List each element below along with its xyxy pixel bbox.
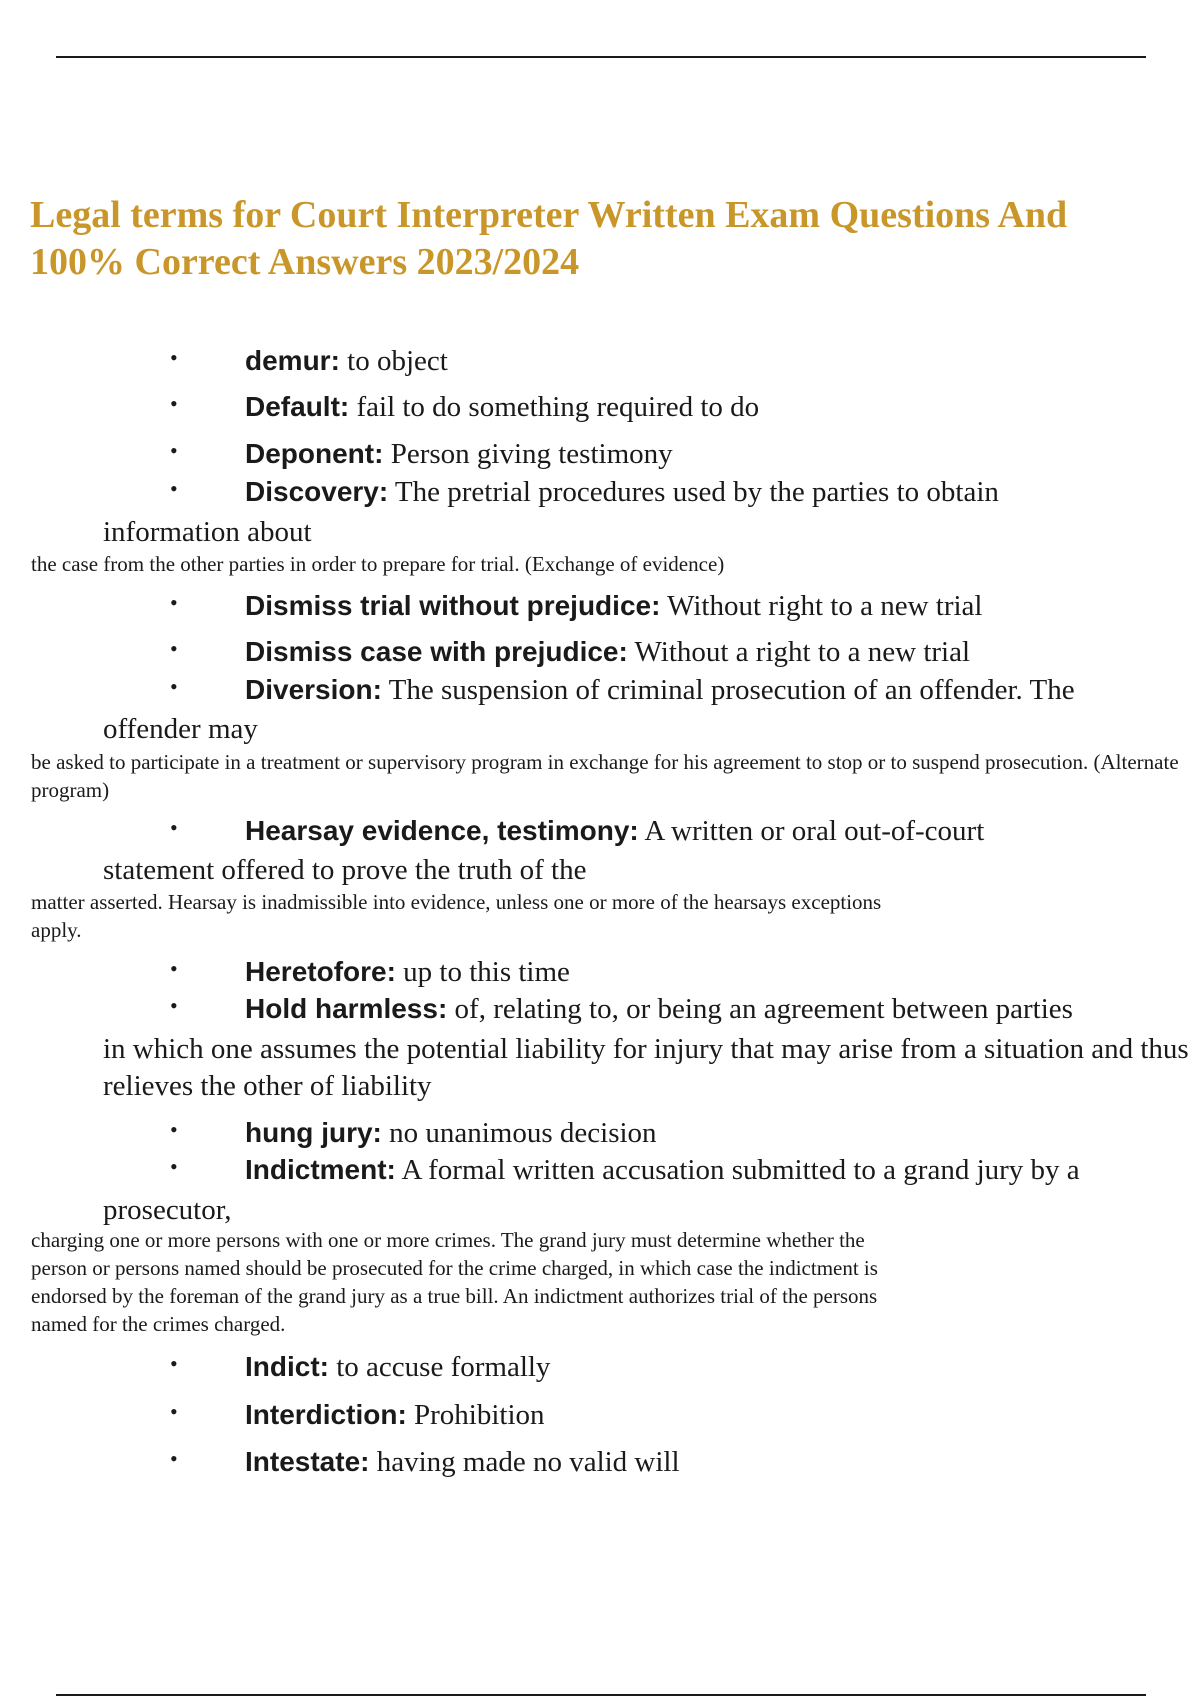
document-title: Legal terms for Court Interpreter Written Exam Questions And 100% Correct Answers 2023/2024 (30, 194, 1068, 283)
bullet: • (170, 1154, 178, 1179)
bullet: • (170, 391, 178, 416)
definition: no unanimous decision (389, 1117, 657, 1149)
continuation-text: statement offered to prove the truth of the (103, 854, 587, 886)
note-text: the case from the other parties in order to prepare for trial. (Exchange of evidence) (31, 552, 725, 576)
item-text (245, 438, 1186, 471)
term: Deponent: (245, 438, 384, 469)
term: Dismiss case with prejudice: (245, 636, 628, 667)
item-text (245, 345, 1186, 378)
bullet: • (170, 636, 178, 661)
definition: to object (347, 345, 448, 377)
definition: A formal written accusation submitted to a grand jury by a (401, 1154, 1080, 1186)
note-text: be asked to participate in a treatment or supervisory program in exchange for his agreement to stop or to suspend prosecution. (Alternate program) (31, 750, 1179, 802)
bullet: • (170, 476, 178, 501)
continuation-text: prosecutor, (103, 1194, 232, 1226)
term: Intestate: (245, 1446, 370, 1477)
bottom-rule (56, 1694, 1146, 1696)
item-text (245, 391, 1186, 424)
continuation-text: in which one assumes the potential liability for injury that may arise from a situation and thus relieves the other of liability (103, 1033, 1189, 1102)
definition: The pretrial procedures used by the parties to obtain (394, 476, 999, 508)
note-text: matter asserted. Hearsay is inadmissible into evidence, unless one or more of the hearsays exceptions apply. (31, 890, 882, 942)
definition: having made no valid will (376, 1446, 680, 1478)
item-text (245, 1399, 1186, 1432)
term: Dismiss trial without prejudice: (245, 590, 661, 621)
item-text (245, 993, 1186, 1026)
item-text (245, 590, 1186, 623)
bullet: • (170, 438, 178, 463)
bullet: • (170, 1399, 178, 1424)
term: hung jury: (245, 1117, 382, 1148)
item-text (245, 1351, 1186, 1384)
definition: A written or oral out-of-court (644, 815, 985, 847)
top-rule (56, 56, 1146, 58)
term: Default: (245, 391, 350, 422)
item-text (245, 1154, 1186, 1187)
item-text (245, 1446, 1186, 1479)
term: Hold harmless: (245, 993, 448, 1024)
bullet: • (170, 1446, 178, 1471)
bullet: • (170, 674, 178, 699)
bullet: • (170, 956, 178, 981)
term: Diversion: (245, 674, 382, 705)
bullet: • (170, 1351, 178, 1376)
term: Indictment: (245, 1154, 396, 1185)
term: demur: (245, 345, 340, 376)
continuation-text: offender may (103, 713, 258, 745)
item-text (245, 1117, 1186, 1150)
item-text (245, 674, 1186, 707)
definition: Without a right to a new trial (634, 636, 971, 668)
definition: fail to do something required to do (356, 391, 760, 423)
definition: of, relating to, or being an agreement between parties (454, 993, 1073, 1025)
item-text (245, 956, 1186, 989)
term: Hearsay evidence, testimony: (245, 815, 639, 846)
term: Indict: (245, 1351, 329, 1382)
term: Discovery: (245, 476, 389, 507)
definition: Prohibition (414, 1399, 545, 1431)
definition: Without right to a new trial (667, 590, 983, 622)
term: Interdiction: (245, 1399, 407, 1430)
note-text: charging one or more persons with one or more crimes. The grand jury must determine whether the person or persons named should be prosecuted for the crime charged, in which case the indictment is endorsed by the foreman of the grand jury as a true bill. An indictment authorizes trial of the persons named for the crimes charged. (31, 1228, 878, 1336)
definition: Person giving testimony (390, 438, 673, 470)
bullet: • (170, 590, 178, 615)
term: Heretofore: (245, 956, 396, 987)
bullet: • (170, 815, 178, 840)
bullet: • (170, 1117, 178, 1142)
item-text (245, 476, 1186, 509)
definition: The suspension of criminal prosecution of an offender. The (388, 674, 1075, 706)
continuation-text: information about (103, 516, 312, 548)
item-text (245, 815, 1186, 848)
item-text (245, 636, 1186, 669)
definition: up to this time (403, 956, 570, 988)
definition: to accuse formally (336, 1351, 551, 1383)
bullet: • (170, 345, 178, 370)
bullet: • (170, 993, 178, 1018)
